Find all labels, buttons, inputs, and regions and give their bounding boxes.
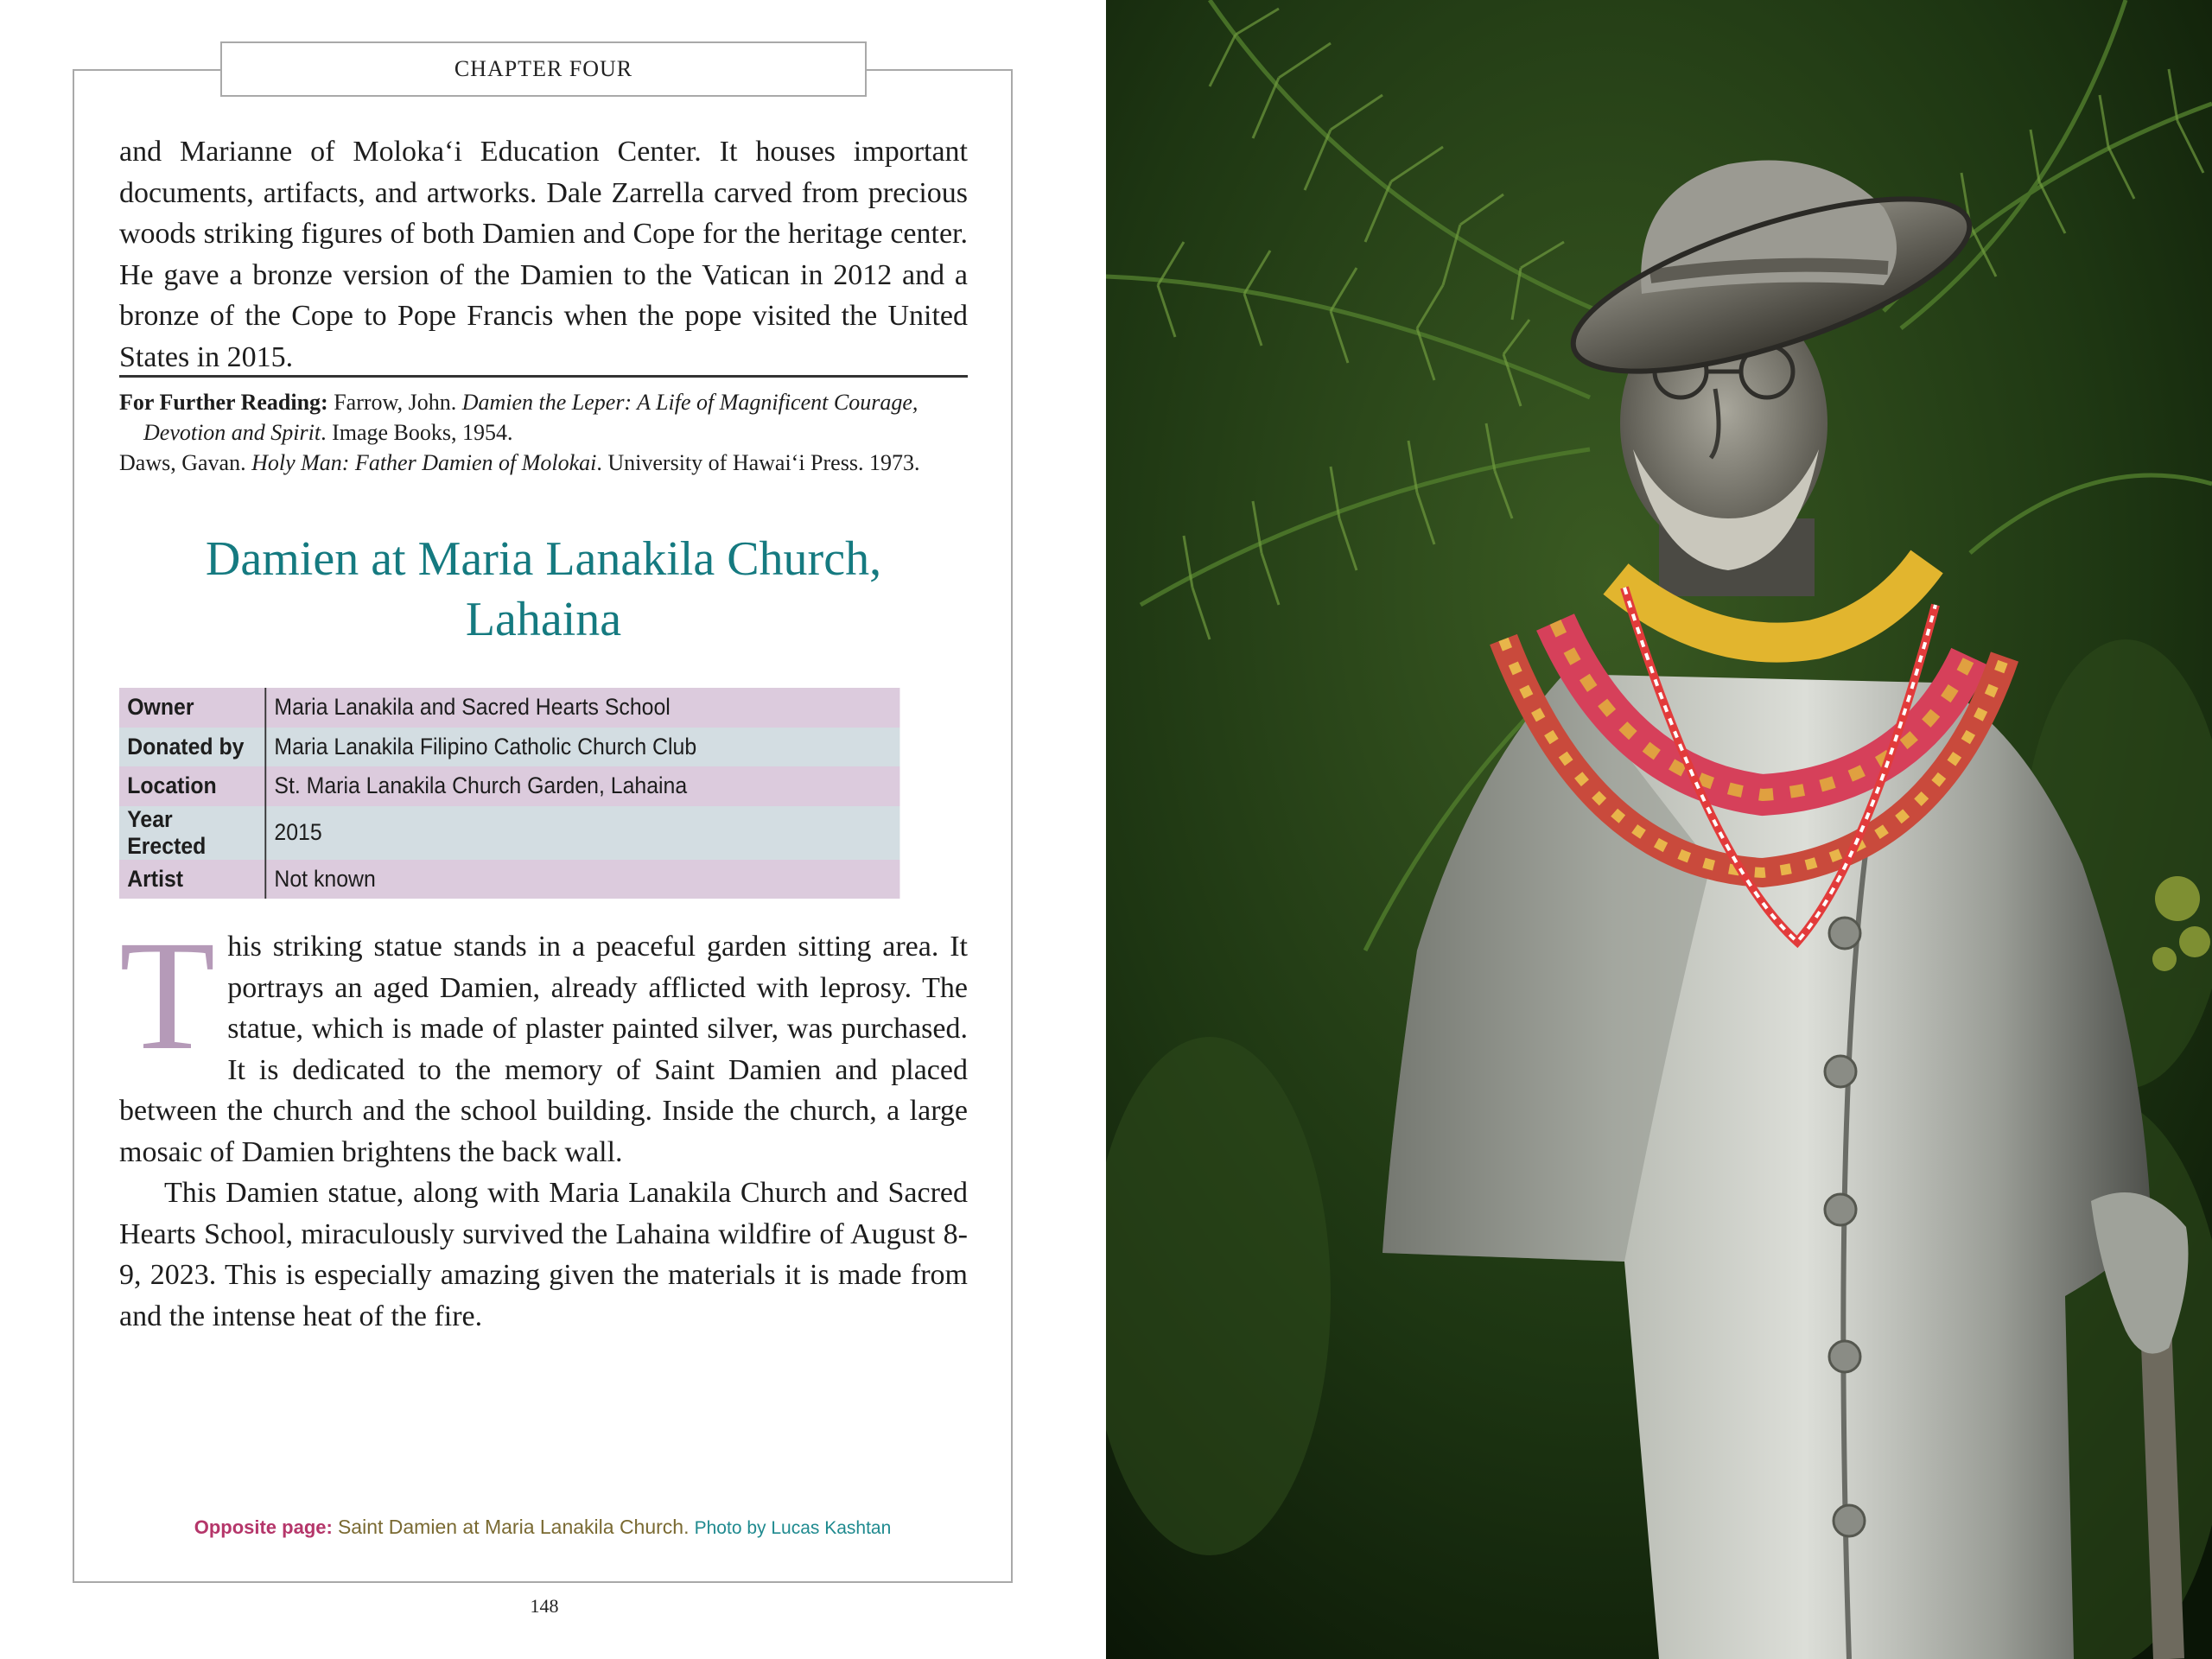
body-paragraph-1-text: his striking statue stands in a peaceful garden sitting area. It portrays an aged Damien, already afflicted with leprosy. The statue, which is made of plaster painted silver, was purchased. It is dedicated to the memory of Saint Damien and placed between the church and the school building. Inside the church, a large mosaic of Damien brightens the back wall. bbox=[119, 931, 968, 1168]
table-value: St. Maria Lanakila Church Garden, Lahaina bbox=[265, 766, 899, 806]
table-row bbox=[119, 688, 899, 728]
ref2-publisher: . University of Hawaiʻi Press. 1973. bbox=[596, 450, 920, 475]
caption-credit: Photo by Lucas Kashtan bbox=[694, 1518, 892, 1538]
ref2-author: Daws, Gavan. bbox=[119, 450, 246, 475]
intro-paragraph: and Marianne of Molokaʻi Education Center. It houses important documents, artifacts, and artworks. Dale Zarrella carved from precious woods striking figures of both Damien and Cope for the heritage center. He gave a bronze version of the Damien to the Vatican in 2012 and a bronze of the Cope to Pope Francis when the pope visited the United States in 2015. bbox=[119, 136, 968, 373]
body-paragraph-2: This Damien statue, along with Maria Lanakila Church and Sacred Hearts School, miraculously survived the Lahaina wildfire of August 8-9, 2023. This is especially amazing given the materials it is made from and the intense heat of the fire. bbox=[119, 1177, 968, 1332]
body-paragraph-1 bbox=[119, 909, 968, 1173]
body-text bbox=[119, 909, 968, 1337]
reading-reference-1 bbox=[119, 387, 968, 448]
ref1-publisher: . Image Books, 1954. bbox=[321, 420, 513, 445]
statue-photo-illustration bbox=[1106, 0, 2212, 1659]
table-key: Year Erected bbox=[119, 806, 265, 860]
further-reading bbox=[119, 387, 968, 478]
further-reading-label: For Further Reading: bbox=[119, 390, 328, 415]
info-table bbox=[119, 688, 899, 899]
reading-reference-2 bbox=[119, 448, 968, 478]
table-key: Owner bbox=[119, 688, 265, 728]
photo-caption bbox=[0, 1516, 1085, 1539]
table-row bbox=[119, 766, 899, 806]
ref1-author: Farrow, John. bbox=[334, 390, 457, 415]
divider-rule bbox=[119, 375, 968, 378]
table-key: Artist bbox=[119, 860, 265, 899]
ref1-title: Damien the Leper: A Life of Magnificent Courage, Devotion and Spirit bbox=[143, 390, 918, 445]
section-title-line-2: Lahaina bbox=[465, 593, 622, 646]
table-value: Maria Lanakila and Sacred Hearts School bbox=[265, 688, 899, 728]
ref2-title: Holy Man: Father Damien of Molokai bbox=[251, 450, 597, 475]
table-row bbox=[119, 806, 899, 860]
page-number: 148 bbox=[530, 1595, 559, 1617]
drop-cap: T bbox=[119, 909, 216, 1083]
table-row bbox=[119, 728, 899, 767]
table-value: Not known bbox=[265, 860, 899, 899]
section-title bbox=[119, 529, 968, 650]
table-key: Location bbox=[119, 766, 265, 806]
section-title-line-1: Damien at Maria Lanakila Church, bbox=[205, 532, 882, 586]
caption-text: Saint Damien at Maria Lanakila Church. bbox=[337, 1516, 690, 1538]
caption-label: Opposite page: bbox=[194, 1516, 333, 1538]
table-value: Maria Lanakila Filipino Catholic Church Club bbox=[265, 728, 899, 767]
statue-photo bbox=[1106, 0, 2212, 1659]
chapter-header bbox=[220, 41, 867, 97]
table-value: 2015 bbox=[265, 806, 899, 860]
chapter-title: CHAPTER FOUR bbox=[454, 56, 633, 81]
table-row bbox=[119, 860, 899, 899]
table-key: Donated by bbox=[119, 728, 265, 767]
